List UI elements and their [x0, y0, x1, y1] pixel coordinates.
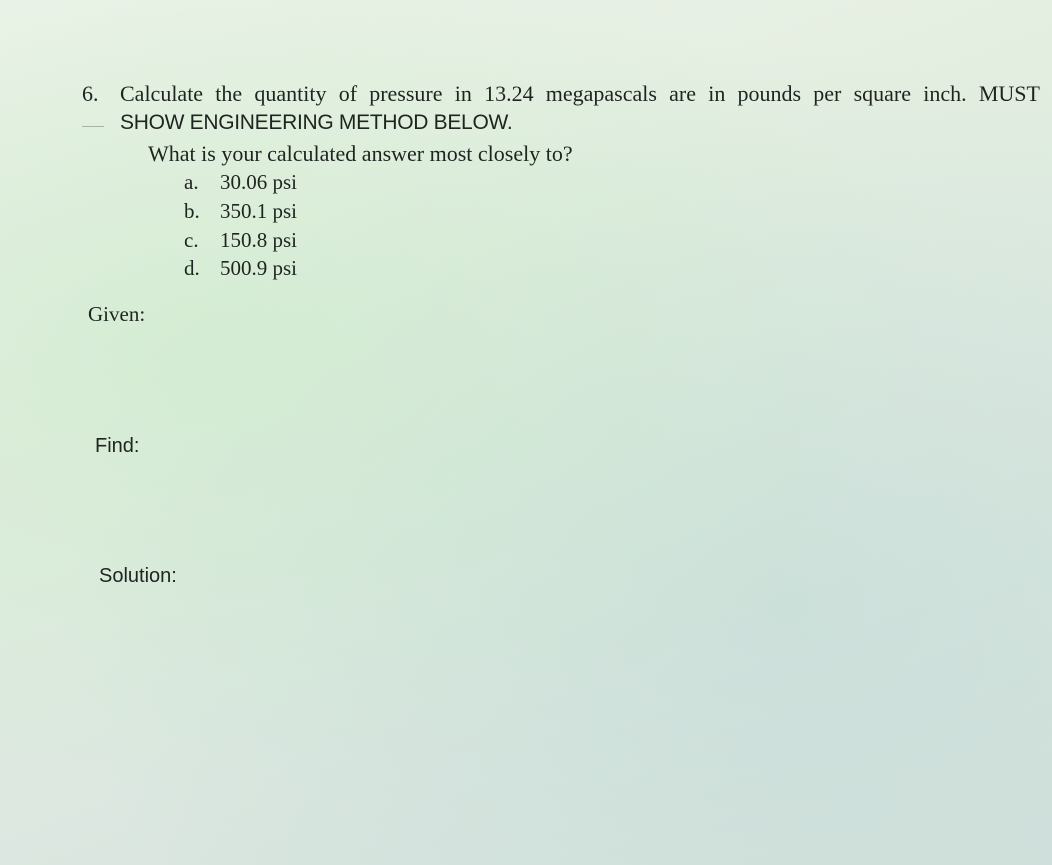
find-label: Find:: [95, 435, 140, 457]
question-text-line2: SHOW ENGINEERING METHOD BELOW.: [120, 111, 513, 134]
option-d-value: 500.9 psi: [220, 256, 298, 280]
question-text-line1: [120, 80, 1040, 108]
question-word: pounds: [737, 81, 802, 106]
question-number: 6.: [82, 81, 99, 106]
question-word: pressure: [369, 81, 443, 106]
question-word: Calculate: [120, 81, 204, 106]
question-word: megapascals: [545, 81, 657, 106]
question-word: 13.24: [484, 81, 534, 106]
option-b-value: 350.1 psi: [220, 199, 298, 223]
question-word: the: [215, 81, 243, 106]
option-a-value: 30.06 psi: [220, 170, 298, 194]
question-word: quantity: [254, 81, 327, 106]
question-word: are: [669, 81, 696, 106]
given-label: Given:: [88, 302, 146, 326]
option-d-letter: d.: [184, 256, 200, 280]
question-word: MUST: [978, 81, 1040, 106]
option-b-letter: b.: [184, 199, 200, 223]
option-a-letter: a.: [184, 170, 199, 194]
question-prompt: What is your calculated answer most closely to?: [148, 141, 573, 166]
question-word: per: [813, 81, 842, 106]
question-word: inch.: [923, 81, 967, 106]
option-c-value: 150.8 psi: [220, 228, 298, 252]
question-word: of: [338, 81, 358, 106]
question-word: in: [454, 81, 472, 106]
option-c-letter: c.: [184, 228, 199, 252]
margin-mark: [82, 126, 104, 127]
solution-label: Solution:: [99, 565, 177, 587]
question-word: square: [853, 81, 912, 106]
question-word: in: [708, 81, 726, 106]
